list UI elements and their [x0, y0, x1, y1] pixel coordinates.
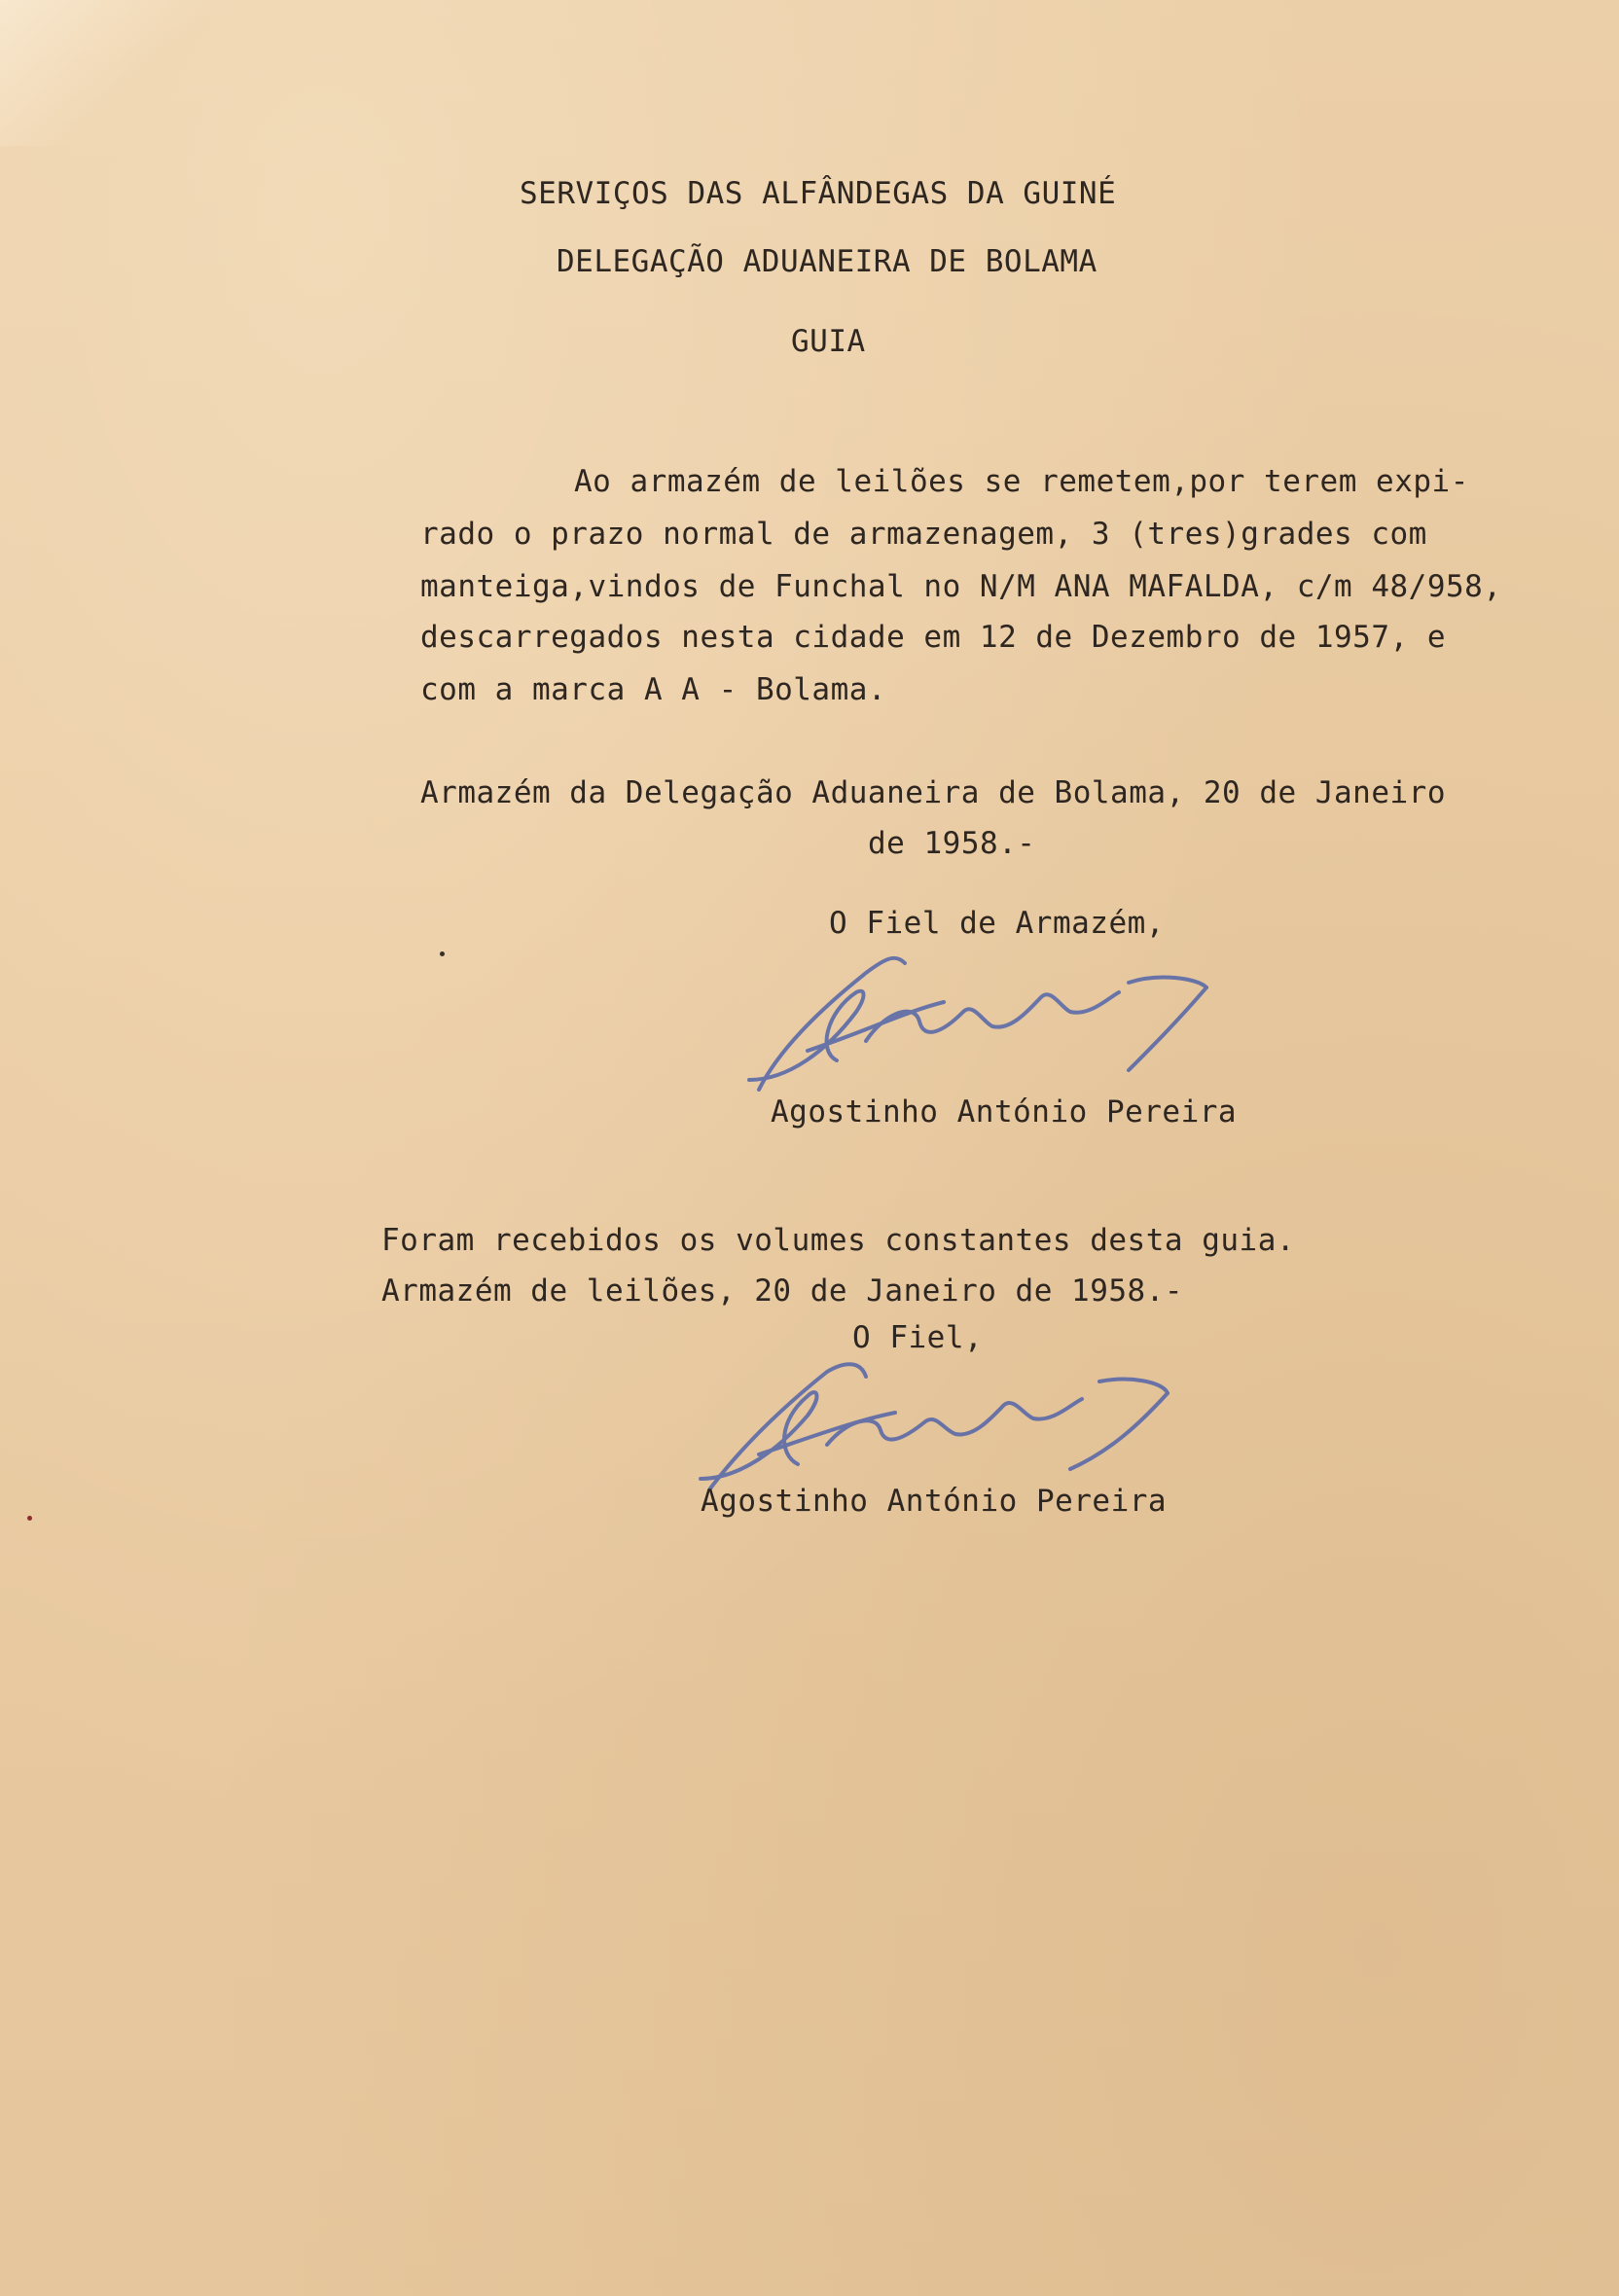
receipt-name: Agostinho António Pereira [701, 1484, 1168, 1519]
body-line-1: Ao armazém de leilões se remetem,por terem expi- [574, 464, 1469, 499]
dateline-line-1: Armazém da Delegação Aduaneira de Bolama, 20 de Janeiro [420, 775, 1446, 810]
receipt-line-1: Foram recebidos os volumes constantes desta guia. [381, 1223, 1296, 1258]
receipt-role: O Fiel, [852, 1320, 984, 1355]
document-title: GUIA [791, 324, 866, 359]
header-line-2: DELEGAÇÃO ADUANEIRA DE BOLAMA [557, 244, 1097, 279]
receipt-line-2: Armazém de leilões, 20 de Janeiro de 1958.- [381, 1274, 1184, 1309]
body-line-4: descarregados nesta cidade em 12 de Dezembro de 1957, e [420, 620, 1446, 655]
signatory-name: Agostinho António Pereira [771, 1094, 1238, 1130]
ink-speck [440, 951, 445, 956]
signature-2 [681, 1343, 1226, 1498]
ink-speck [27, 1516, 32, 1521]
body-line-5: com a marca A A - Bolama. [420, 672, 887, 707]
header-line-1: SERVIÇOS DAS ALFÂNDEGAS DA GUINÉ [520, 176, 1117, 211]
body-line-2: rado o prazo normal de armazenagem, 3 (tres)grades com [420, 517, 1427, 552]
paper-corner-fold [0, 0, 214, 146]
signatory-role: O Fiel de Armazém, [829, 906, 1165, 941]
body-line-3: manteiga,vindos de Funchal no N/M ANA MAFALDA, c/m 48/958, [420, 569, 1502, 604]
dateline-line-2: de 1958.- [868, 826, 1036, 861]
signature-1 [720, 934, 1284, 1099]
